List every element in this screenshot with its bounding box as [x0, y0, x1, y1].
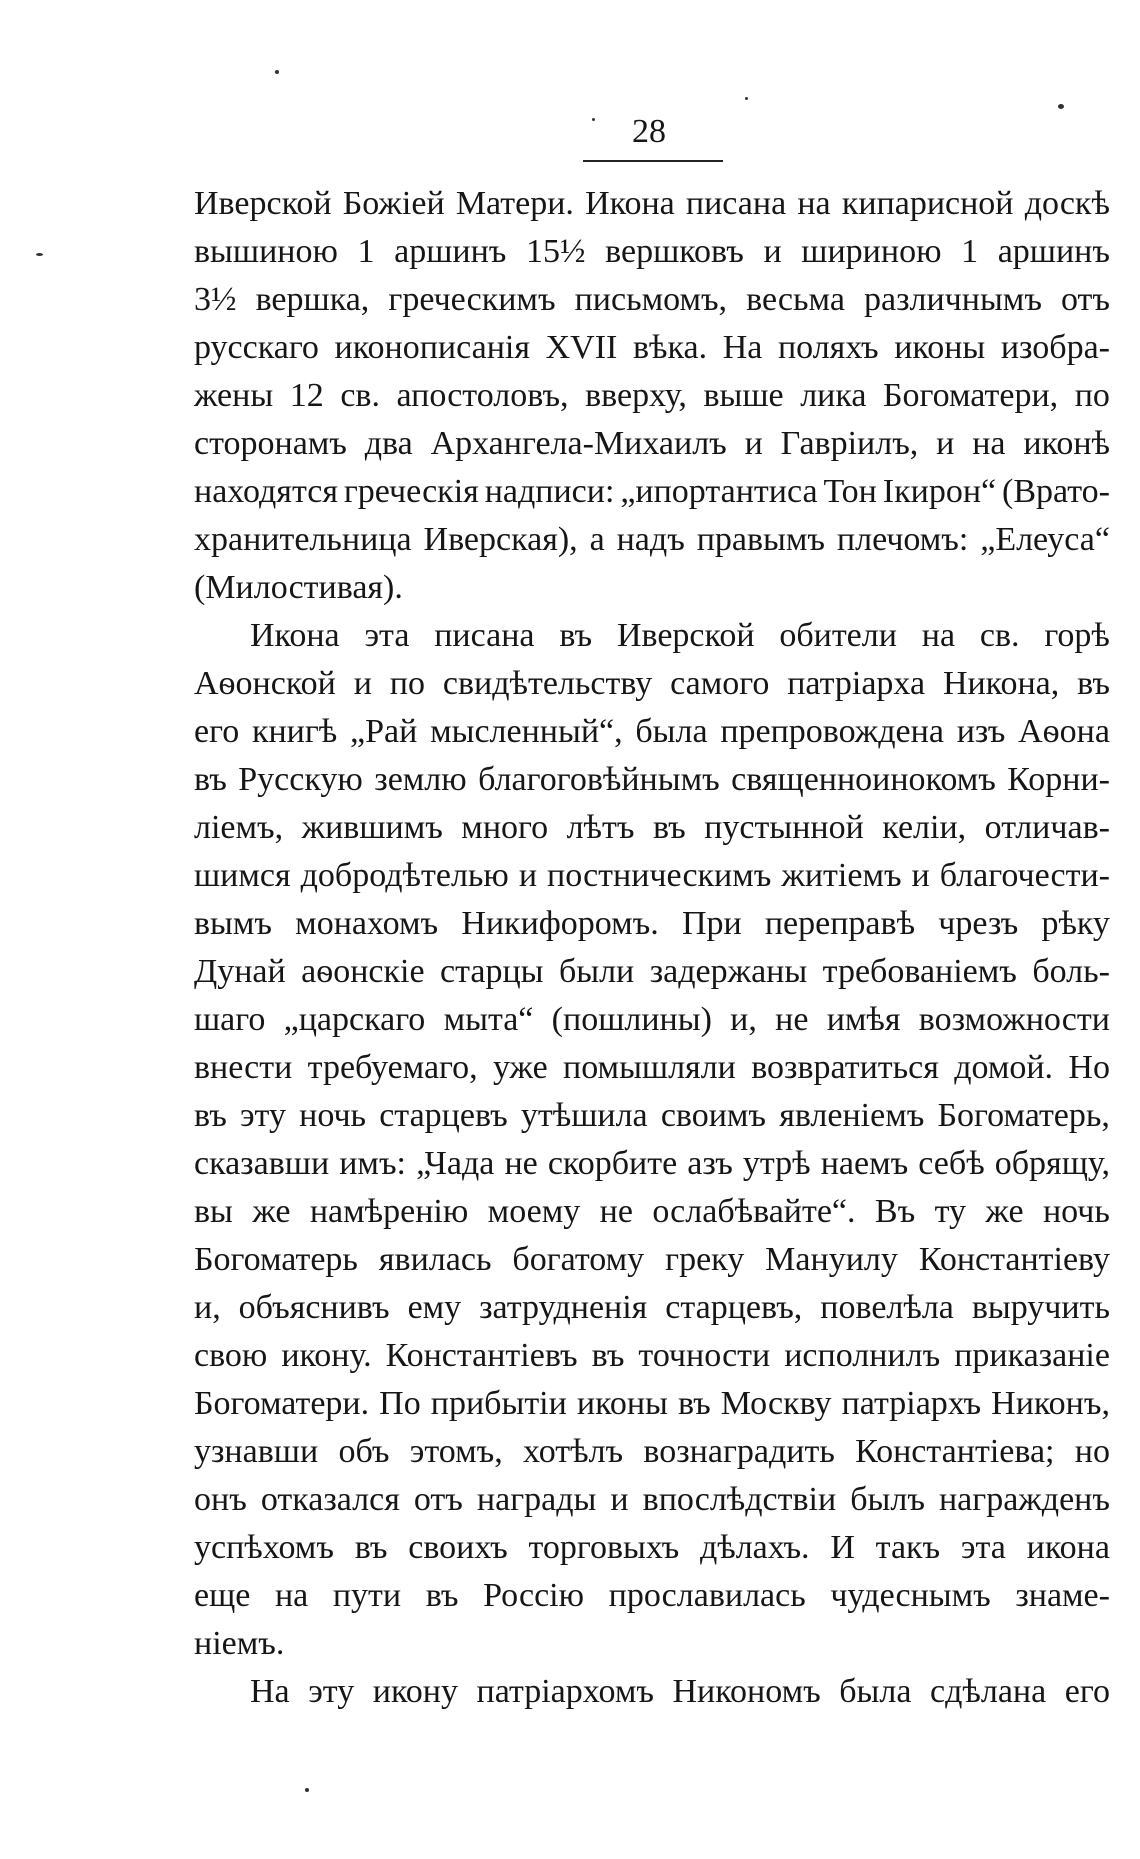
word: кипарисной: [841, 185, 1014, 222]
word: не: [504, 1145, 538, 1182]
word: иконы: [894, 329, 986, 366]
text-line: [194, 1380, 1110, 1428]
word: шириною: [801, 233, 942, 270]
word: возвратиться: [751, 1049, 939, 1086]
word: При: [681, 905, 742, 942]
word: пути: [332, 1577, 402, 1614]
word: не: [775, 1001, 809, 1038]
word: домой.: [954, 1049, 1054, 1086]
word: повелѣла: [820, 1289, 954, 1326]
word: намѣренію: [309, 1193, 469, 1230]
word: а: [589, 521, 605, 558]
word: св.: [340, 377, 380, 414]
text-line: [194, 1236, 1110, 1284]
word: такъ: [875, 1529, 941, 1566]
word: задержаны: [649, 953, 808, 990]
word: изобра-: [1000, 329, 1110, 366]
word: Гавріилъ,: [780, 425, 919, 462]
word: икону: [372, 1673, 458, 1710]
word: и: [936, 425, 955, 462]
word: наемъ: [820, 1145, 909, 1182]
word: азъ: [687, 1145, 733, 1182]
word: книгѣ: [251, 713, 338, 750]
word: Божіей: [342, 185, 445, 222]
word: вы: [194, 1193, 233, 1230]
text-line: [194, 660, 1110, 708]
word: весьма: [746, 281, 845, 318]
word: на: [921, 617, 956, 654]
text-line: [194, 900, 1110, 948]
word: иконѣ: [1023, 425, 1110, 462]
word: отъ: [1060, 281, 1110, 318]
word: сдѣлана: [930, 1673, 1047, 1710]
word: Иверская),: [423, 521, 578, 558]
word: греческимъ: [388, 281, 556, 318]
word: въ: [559, 617, 593, 654]
word: патріархомъ: [476, 1673, 654, 1710]
word: Аѳона: [1018, 713, 1110, 750]
word: возможности: [918, 1001, 1110, 1038]
word: онъ: [194, 1481, 247, 1518]
word: сторонамъ: [194, 425, 347, 462]
word: мысленный“,: [430, 713, 623, 750]
word: 12: [289, 377, 324, 414]
word: аршинъ: [997, 233, 1110, 270]
body-text: [194, 180, 1110, 1716]
word: имѣя: [826, 1001, 901, 1038]
word: Богоматери.: [194, 1385, 370, 1422]
word: чудеснымъ: [830, 1577, 991, 1614]
word: отказался: [260, 1481, 400, 1518]
text-line: [194, 1140, 1110, 1188]
word: вверху,: [585, 377, 687, 414]
word: переправѣ: [764, 905, 916, 942]
word: скорбите: [547, 1145, 678, 1182]
ink-speck: [275, 70, 279, 74]
word: дѣлахъ.: [699, 1529, 810, 1566]
word: приказаніе: [954, 1337, 1110, 1374]
word: старцы: [440, 953, 544, 990]
word: вершка,: [255, 281, 370, 318]
page-number: 28: [632, 113, 666, 150]
word: впослѣдствіи: [642, 1481, 837, 1518]
word: Русскую: [238, 761, 363, 798]
word: много: [461, 809, 549, 846]
word: Архангела-Михаилъ: [430, 425, 727, 462]
word: надъ: [616, 521, 685, 558]
word: помышляли: [563, 1049, 736, 1086]
word: лика: [800, 377, 867, 414]
word: жившимъ: [301, 809, 443, 846]
text-line: [194, 1572, 1110, 1620]
word: благочести-: [939, 857, 1110, 894]
word: патріархъ: [841, 1385, 982, 1422]
text-line: [194, 516, 1110, 564]
word: Никона,: [942, 665, 1060, 702]
text-line: [194, 1092, 1110, 1140]
text-line: [194, 1668, 1110, 1716]
word: На: [722, 329, 763, 366]
text-line: [194, 420, 1110, 468]
word: 1: [357, 233, 375, 270]
word: „Елеуса“: [980, 521, 1110, 558]
word: Россію: [483, 1577, 585, 1614]
text-line: [194, 1044, 1110, 1092]
word: объ: [338, 1433, 390, 1470]
word: иконы: [576, 1385, 668, 1422]
word: на: [797, 185, 831, 222]
word: вознаградить: [643, 1433, 835, 1470]
word: И: [830, 1529, 855, 1566]
word: Въ: [874, 1193, 916, 1230]
word: эту: [239, 1097, 286, 1134]
text-line: [194, 1428, 1110, 1476]
word: чрезъ: [938, 905, 1019, 942]
word: моему: [487, 1193, 581, 1230]
word: Москву: [720, 1385, 832, 1422]
word: постническимъ: [547, 857, 772, 894]
word: своихъ: [408, 1529, 508, 1566]
word: въ: [677, 1385, 711, 1422]
word: два: [364, 425, 413, 462]
word: греку: [665, 1241, 745, 1278]
word: правымъ: [696, 521, 825, 558]
word: и,: [730, 1001, 757, 1038]
text-line: [194, 228, 1110, 276]
word: ніемъ.: [194, 1625, 285, 1662]
word: Икона: [250, 617, 340, 654]
word: ліемъ,: [194, 809, 284, 846]
word: узнавши: [194, 1433, 319, 1470]
text-line: [194, 852, 1110, 900]
word: утрѣ: [742, 1145, 811, 1182]
word: греческія: [343, 473, 479, 510]
text-line: [194, 1332, 1110, 1380]
word: въ: [591, 1337, 625, 1374]
word: былъ: [850, 1481, 925, 1518]
word: Богоматерь,: [937, 1097, 1110, 1134]
word: Но: [1068, 1049, 1110, 1086]
word: землю: [374, 761, 467, 798]
word: въ: [425, 1577, 459, 1614]
word: же: [985, 1193, 1024, 1230]
word: ту: [934, 1193, 967, 1230]
word: этомъ,: [409, 1433, 503, 1470]
header-rule: [583, 160, 723, 162]
word: успѣхомъ: [194, 1529, 334, 1566]
word: изъ: [956, 713, 1006, 750]
word: обители: [779, 617, 897, 654]
word: и: [353, 665, 372, 702]
word: внести: [194, 1049, 293, 1086]
word: Богоматери,: [883, 377, 1059, 414]
word: его: [1064, 1673, 1110, 1710]
word: икона: [1026, 1529, 1110, 1566]
word: (пошлины): [551, 1001, 712, 1038]
word: шимся: [194, 857, 291, 894]
word: горѣ: [1044, 617, 1110, 654]
word: шаго: [194, 1001, 266, 1038]
word: Константіевъ: [385, 1337, 578, 1374]
word: благоговѣйнымъ: [478, 761, 720, 798]
word: по: [389, 665, 425, 702]
word: боль-: [1032, 953, 1110, 990]
word: его: [194, 713, 240, 750]
word: пустынной: [704, 809, 864, 846]
word: и: [911, 857, 930, 894]
word: вымъ: [194, 905, 272, 942]
word: сказавши: [194, 1145, 330, 1182]
text-line: [194, 468, 1110, 516]
word: выше: [703, 377, 784, 414]
word: торговыхъ: [528, 1529, 680, 1566]
word: въ: [194, 761, 227, 798]
word: „ипортантиса: [620, 473, 818, 510]
word: вершковъ: [605, 233, 744, 270]
word: обрящу,: [994, 1145, 1110, 1182]
word: была: [635, 713, 708, 750]
word: добродѣтелью: [300, 857, 509, 894]
word: находятся: [194, 473, 338, 510]
text-line: [194, 996, 1110, 1044]
ink-speck: [305, 1788, 309, 1792]
word: въ: [1077, 665, 1110, 702]
word: патріарха: [787, 665, 926, 702]
word: свидѣтельству: [442, 665, 653, 702]
word: русскаго: [194, 329, 319, 366]
word: ему: [407, 1289, 462, 1326]
word: награды: [476, 1481, 597, 1518]
word: прославилась: [608, 1577, 806, 1614]
word: отличав-: [984, 809, 1110, 846]
word: различнымъ: [863, 281, 1042, 318]
word: но: [1074, 1433, 1110, 1470]
word: 15½: [526, 233, 586, 270]
word: объяснивъ: [238, 1289, 390, 1326]
word: исполнилъ: [784, 1337, 941, 1374]
word: апостоловъ,: [396, 377, 569, 414]
text-line: [194, 1620, 1110, 1668]
word: „Рай: [350, 713, 418, 750]
word: Икона: [585, 185, 675, 222]
word: жены: [194, 377, 274, 414]
word: себѣ: [918, 1145, 985, 1182]
word: въ: [354, 1529, 388, 1566]
word: поляхъ: [777, 329, 879, 366]
word: Матери.: [455, 185, 574, 222]
word: и: [518, 857, 538, 894]
text-line: [194, 708, 1110, 756]
word: же: [252, 1193, 291, 1230]
word: На: [250, 1673, 290, 1710]
word: плечомъ:: [836, 521, 969, 558]
word: „царскаго: [283, 1001, 426, 1038]
word: доскѣ: [1024, 185, 1110, 222]
word: явилась: [378, 1241, 492, 1278]
text-line: [194, 948, 1110, 996]
word: ночь: [1042, 1193, 1110, 1230]
word: вышиною: [194, 233, 338, 270]
word: аршинъ: [394, 233, 507, 270]
word: и: [744, 425, 763, 462]
text-line: [194, 756, 1110, 804]
word: уже: [492, 1049, 548, 1086]
text-line: [194, 1284, 1110, 1332]
text-line: [194, 1188, 1110, 1236]
word: самого: [670, 665, 770, 702]
word: старцевъ: [379, 1097, 508, 1134]
word: точности: [638, 1337, 771, 1374]
word: старцевъ,: [665, 1289, 803, 1326]
word: были: [558, 953, 635, 990]
word: икону.: [281, 1337, 372, 1374]
word: прибытіи: [430, 1385, 567, 1422]
word: рѣку: [1041, 905, 1110, 942]
text-line: [194, 1476, 1110, 1524]
word: св.: [979, 617, 1020, 654]
word: лѣтъ: [566, 809, 635, 846]
word: и,: [194, 1289, 221, 1326]
word: хотѣлъ: [523, 1433, 624, 1470]
text-line: [194, 804, 1110, 852]
word: явленіемъ: [779, 1097, 925, 1134]
ink-speck: [592, 118, 595, 121]
word: требованіемъ: [822, 953, 1017, 990]
word: священноинокомъ: [731, 761, 996, 798]
text-line: [194, 324, 1110, 372]
word: утѣшила: [520, 1097, 648, 1134]
word: въ: [652, 809, 686, 846]
text-line: [194, 276, 1110, 324]
word: келіи,: [882, 809, 967, 846]
word: вѣка.: [632, 329, 708, 366]
word: эта: [960, 1529, 1006, 1566]
word: Корни-: [1007, 761, 1110, 798]
word: была: [839, 1673, 912, 1710]
word: Константіеву: [918, 1241, 1110, 1278]
word: Мануилу: [765, 1241, 898, 1278]
word: богатому: [512, 1241, 645, 1278]
word: препровождена: [720, 713, 944, 750]
word: 1: [961, 233, 979, 270]
text-line: [194, 372, 1110, 420]
ink-speck: [745, 97, 748, 100]
word: По: [379, 1385, 421, 1422]
word: Никономъ: [672, 1673, 821, 1710]
text-line: [194, 180, 1110, 228]
word: 3½: [194, 281, 237, 318]
word: по: [1074, 377, 1110, 414]
word: не: [599, 1193, 633, 1230]
word: на: [274, 1577, 309, 1614]
word: аѳонскіе: [301, 953, 425, 990]
word: мыта“: [443, 1001, 534, 1038]
word: Никонъ,: [991, 1385, 1110, 1422]
word: Иверской: [194, 185, 332, 222]
text-line: [194, 612, 1110, 660]
word: Дунай: [194, 953, 286, 990]
word: монахомъ: [295, 905, 439, 942]
word: Никифоромъ.: [461, 905, 659, 942]
word: награжденъ: [938, 1481, 1110, 1518]
word: писана: [685, 185, 787, 222]
word: (Милостивая).: [194, 569, 403, 606]
word: ночь: [299, 1097, 367, 1134]
word: затрудненія: [479, 1289, 648, 1326]
word: на: [972, 425, 1006, 462]
word: Константіева;: [855, 1433, 1055, 1470]
word: Богоматерь: [194, 1241, 358, 1278]
word: иконописанія: [334, 329, 530, 366]
word: отъ: [413, 1481, 463, 1518]
word: свою: [194, 1337, 268, 1374]
word: эту: [308, 1673, 355, 1710]
word: „Чада: [416, 1145, 495, 1182]
word: хранительница: [194, 521, 412, 558]
word: Аѳонской: [194, 665, 336, 702]
word: и: [763, 233, 782, 270]
word: требуемаго,: [307, 1049, 478, 1086]
text-line: [194, 1524, 1110, 1572]
ink-speck: [1058, 104, 1064, 109]
word: Иверской: [616, 617, 755, 654]
text-line: [194, 564, 1110, 612]
word: въ: [194, 1097, 227, 1134]
word: (Врато-: [1002, 473, 1110, 510]
word: житіемъ: [781, 857, 902, 894]
word: Ікирон“: [882, 473, 997, 510]
word: надписи:: [484, 473, 615, 510]
word: письмомъ,: [574, 281, 728, 318]
word: XVII: [545, 329, 618, 366]
word: и: [610, 1481, 629, 1518]
word: эта: [364, 617, 410, 654]
word: писана: [434, 617, 535, 654]
word: знаме-: [1015, 1577, 1110, 1614]
word: имъ:: [339, 1145, 406, 1182]
word: ослабѣвайте“.: [652, 1193, 856, 1230]
word: своимъ: [660, 1097, 767, 1134]
word: еще: [194, 1577, 251, 1614]
word: Тон: [823, 473, 877, 510]
ink-speck: [36, 253, 43, 256]
word: выручить: [971, 1289, 1110, 1326]
